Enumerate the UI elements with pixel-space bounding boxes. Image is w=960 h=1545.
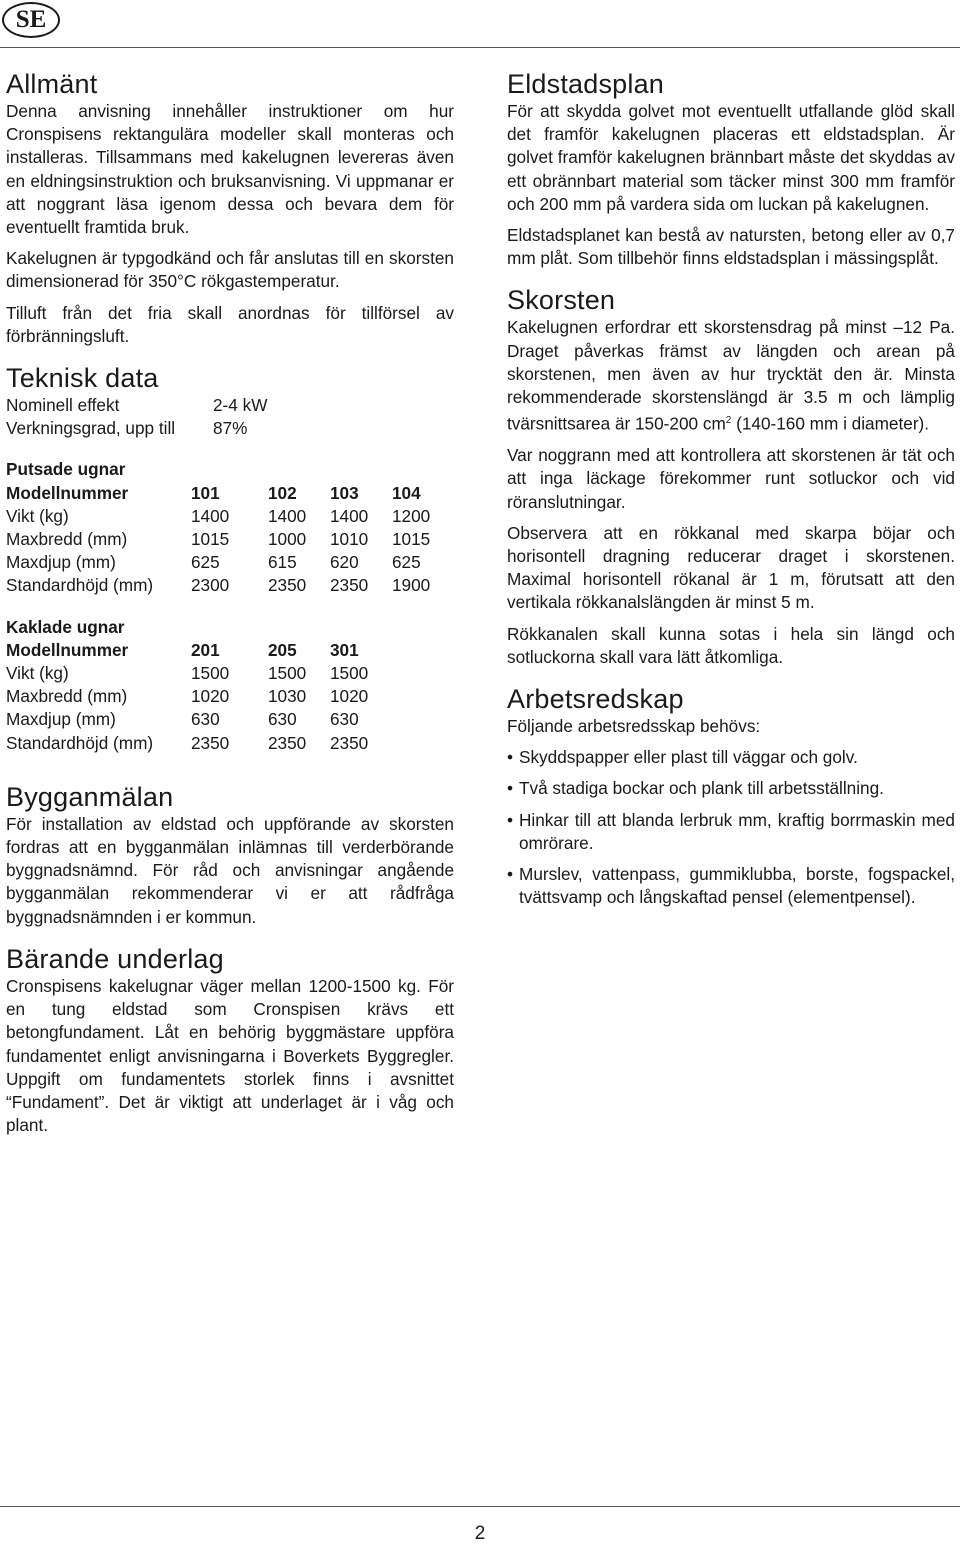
section-title: Skorsten (507, 285, 616, 316)
table-cell: 1200 (392, 505, 431, 526)
kaklade-table (6, 639, 392, 755)
table-row (6, 528, 430, 551)
table-cell: 1500 (330, 663, 369, 684)
table-row (6, 685, 392, 708)
section-teknisk-data (6, 362, 454, 755)
table-cell: 1020 (330, 686, 369, 707)
text-run: (140-160 mm i diameter). (731, 413, 930, 434)
list-item-text: Skyddspapper eller plast till väggar och golv. (519, 747, 858, 768)
section-title: Eldstadsplan (507, 69, 665, 99)
paragraph: Tilluft från det fria skall anordnas för tillförsel av förbränningsluft. (6, 302, 454, 346)
paragraph: För installation av eldstad och uppförande av skorsten fordras att en bygganmälan inlämnas till verderbörande byggnadsnämnd. För råd och anvisningar angående bygganmälan rekommenderar vi er att rådfråga byggnadsnämnden i er kommun. (6, 813, 454, 927)
table-cell: 205 (268, 639, 297, 660)
right-column (507, 68, 955, 917)
section-title: Allmänt (6, 69, 98, 99)
table-cell: 1500 (191, 663, 230, 684)
paragraph: Denna anvisning innehåller instruktioner om hur Cronspisens rektangulära modeller skall monteras och installeras. Tillsammans med kakelugnen levereras även en eldningsinstruktion och bruksanvisning. Vi uppmanar er att noggrant läsa igenom dessa och bevara dem för eventuellt framtida bruk. (6, 101, 454, 238)
table-cell: 103 (330, 482, 359, 503)
table-cell: Vikt (kg) (6, 663, 69, 684)
paragraph (507, 316, 955, 436)
header-rule (0, 47, 960, 48)
spec-list (6, 394, 454, 440)
section-arbetsredskap (507, 683, 955, 909)
table-cell: 1030 (268, 686, 307, 707)
section-barande-underlag (6, 943, 454, 1137)
table-header-row (6, 482, 430, 505)
table-cell: 625 (191, 552, 220, 573)
table-cell: 630 (268, 709, 297, 730)
section-title: Teknisk data (6, 363, 159, 394)
table-cell: 615 (268, 552, 297, 573)
table-cell: Maxdjup (mm) (6, 709, 116, 730)
paragraph: Rökkanalen skall kunna sotas i hela sin längd och sotluckorna skall vara lätt åtkomliga. (507, 623, 955, 667)
bullet-icon: • (507, 747, 514, 768)
table-cell: 1015 (191, 529, 230, 550)
section-title: Bygganmälan (6, 781, 174, 812)
list-item-text: Hinkar till att blanda lerbruk mm, kraftig borrmaskin med omrörare. (519, 809, 955, 853)
paragraph: För att skydda golvet mot eventuellt utfallande glöd skall det framför kakelugnen placeras ett eldstadsplan. Är golvet framför kakelugnen brännbart måste det skyddas av ett obrännbart material som täcker minst 300 mm framför och 200 mm på vardera sida om luckan på kakelugnen. (507, 101, 955, 214)
table-row (6, 574, 430, 597)
list-item-text: Murslev, vattenpass, gummiklubba, borste, fogspackel, tvättsvamp och långskaftad pensel (elementpensel). (519, 864, 955, 908)
bullet-list (507, 746, 955, 909)
table-cell: Maxbredd (mm) (6, 686, 128, 707)
left-column (6, 68, 454, 1137)
table-cell: 1900 (392, 575, 431, 596)
table-cell: Standardhöjd (mm) (6, 732, 154, 753)
table-cell: 1020 (191, 686, 230, 707)
table-cell: 2350 (330, 732, 369, 753)
paragraph: Följande arbetsredsskap behövs: (507, 716, 761, 736)
table-cell: 1010 (330, 529, 369, 550)
table-cell: 620 (330, 552, 359, 573)
table-cell: 104 (392, 482, 421, 503)
section-bygganmalan (6, 781, 454, 929)
language-badge: SE (2, 2, 60, 38)
spec-value: 2-4 kW (213, 395, 268, 416)
list-item (507, 746, 955, 769)
putsade-table (6, 482, 430, 598)
table-cell: 1500 (268, 663, 307, 684)
table-cell: 102 (268, 482, 297, 503)
table-cell: Standardhöjd (mm) (6, 575, 154, 596)
table-cell: 2350 (330, 575, 369, 596)
section-title: Bärande underlag (6, 943, 224, 974)
section-skorsten (507, 284, 955, 669)
table-caption-kaklade: Kaklade ugnar (6, 616, 125, 637)
table-cell: 2350 (268, 575, 307, 596)
table-cell: 1015 (392, 529, 431, 550)
footer-rule (0, 1506, 960, 1507)
spec-label: Nominell effekt (6, 395, 120, 416)
table-cell: 1400 (268, 505, 307, 526)
page-number: 2 (474, 1523, 486, 1544)
table-cell: 625 (392, 552, 421, 573)
table-row (6, 662, 392, 685)
paragraph: Cronspisens kakelugnar väger mellan 1200-1500 kg. För en tung eldstad som Cronspisen krävs ett betongfundament. Låt en behörig byggmästare uppföra fundamentet enligt anvisningarna i Boverkets Byggregler. Uppgift om fundamentets storlek finns i avsnittet “Fundament”. Det är viktigt att underlaget är i våg och plant. (6, 975, 454, 1136)
bullet-icon: • (507, 778, 514, 799)
table-row (6, 551, 430, 574)
paragraph: Observera att en rökkanal med skarpa böjar och horisontell dragning reducerar draget i skorstenen. Maximal horisontell rökanal är 1 m, förutsatt att den vertikala rökkanalslängden är minst 5 m. (507, 522, 955, 613)
spec-row (6, 394, 454, 417)
superscript: 2 (725, 415, 732, 427)
paragraph: Var noggrann med att kontrollera att skorstenen är tät och att inga läckage förekommer runt sotluckor och vid röranslutningar. (507, 445, 955, 512)
table-cell: 1400 (330, 505, 369, 526)
table-header-row (6, 639, 392, 662)
section-allmant (6, 68, 454, 348)
table-cell: Maxdjup (mm) (6, 552, 116, 573)
table-cell: 2350 (268, 732, 307, 753)
spec-row (6, 417, 454, 440)
table-cell: 201 (191, 639, 220, 660)
table-cell: Maxbredd (mm) (6, 529, 128, 550)
table-caption-putsade: Putsade ugnar (6, 459, 126, 480)
spec-value: 87% (213, 418, 248, 439)
table-cell: 630 (330, 709, 359, 730)
section-title: Arbetsredskap (507, 684, 684, 714)
table-row (6, 732, 392, 755)
table-cell: Vikt (kg) (6, 505, 69, 526)
list-item (507, 863, 955, 909)
bullet-icon: • (507, 809, 514, 830)
paragraph: Kakelugnen är typgodkänd och får anslutas till en skorsten dimensionerad för 350°C rökgastemperatur. (6, 248, 454, 292)
table-cell: 1000 (268, 529, 307, 550)
list-item-text: Två stadiga bockar och plank till arbetsställning. (519, 778, 884, 799)
spec-label: Verkningsgrad, upp till (6, 418, 176, 439)
paragraph: Eldstadsplanet kan bestå av natursten, betong eller av 0,7 mm plåt. Som tillbehör finns eldstadsplan i mässingsplåt. (507, 225, 955, 269)
table-cell: 630 (191, 709, 220, 730)
bullet-icon: • (507, 864, 514, 885)
table-cell: Modellnummer (6, 482, 129, 503)
table-cell: Modellnummer (6, 639, 129, 660)
section-eldstadsplan (507, 68, 955, 270)
list-item (507, 777, 955, 800)
table-cell: 2300 (191, 575, 230, 596)
table-cell: 1400 (191, 505, 230, 526)
table-cell: 101 (191, 482, 220, 503)
table-row (6, 708, 392, 731)
table-cell: 2350 (191, 732, 230, 753)
table-cell: 301 (330, 639, 359, 660)
text-run: Kakelugnen erfordrar ett skorstensdrag på minst –12 Pa. Draget påverkas främst av längden och arean på skorstenen, men även av hur trycktät den är. Minsta rekommenderade skorstenslängd är 3.5 m och lämplig tvärsnittsarea är 150-200 cm (507, 317, 955, 434)
table-row (6, 505, 430, 528)
list-item (507, 809, 955, 855)
